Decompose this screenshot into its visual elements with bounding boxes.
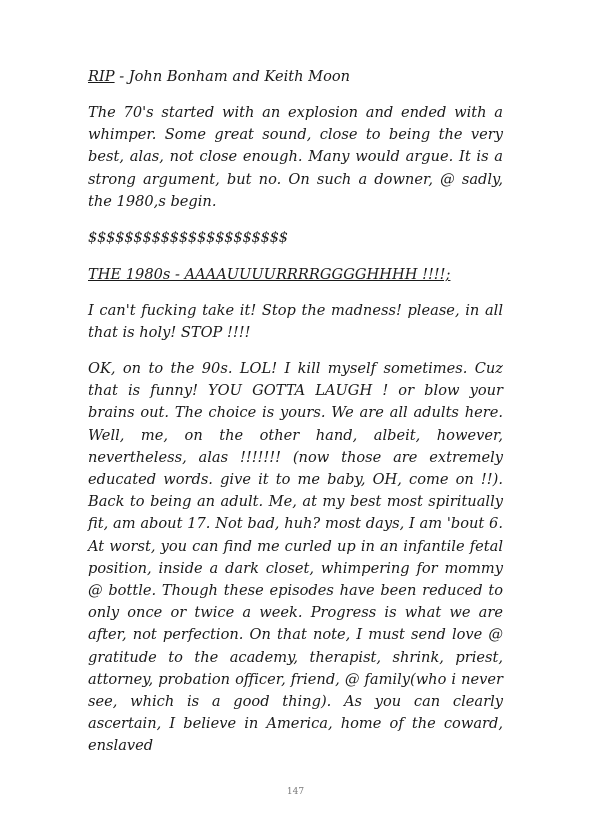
- paragraph-90s: OK, on to the 90s. LOL! I kill myself sometimes. Cuz that is funny! YOU GOTTA LAUGH ! or blow your brains out. The choice is yours. We are all adults here. Well, me, on the other hand, albeit, however, nevertheless, alas !!!!!!! (now those are extremely educated words. give it to me baby, OH, come on !!). Back to being an adult. Me, at my best most spiritually fit, am about 17. Not bad, huh? most days, I am 'bout 6. At worst, you can find me curled up in an infantile fetal position, inside a dark closet, whimpering for mommy @ bottle. Though these episodes have been reduced to only once or twice a week. Progress is what we are after, not perfection. On that note, I must send love @ gratitude to the academy, therapist, shrink, priest, attorney, probation officer, friend, @ family(who i never see, which is a good thing). As you can clearly ascertain, I believe in America, home of the coward, enslaved: [88, 360, 503, 755]
- section-heading-rip: [88, 66, 503, 88]
- rip-label: RIP: [88, 68, 115, 85]
- page-number: 147: [286, 787, 305, 797]
- section-heading-1980s: [88, 264, 503, 286]
- paragraph-stop-madness: I can't fucking take it! Stop the madness! please, in all that is holy! STOP !!!!: [88, 302, 503, 342]
- dollar-separator: $$$$$$$$$$$$$$$$$$$$$$: [88, 229, 288, 246]
- heading-1980s-text: THE 1980s - AAAAUUUURRRRGGGGHHHH !!!!;: [88, 266, 451, 283]
- rip-subject: - John Bonham and Keith Moon: [114, 68, 351, 85]
- paragraph-70s: The 70's started with an explosion and ended with a whimper. Some great sound, close to being the very best, alas, not close enough. Many would argue. It is a strong argument, but no. On such a downer, @ sadly, the 1980,s begin.: [88, 104, 503, 210]
